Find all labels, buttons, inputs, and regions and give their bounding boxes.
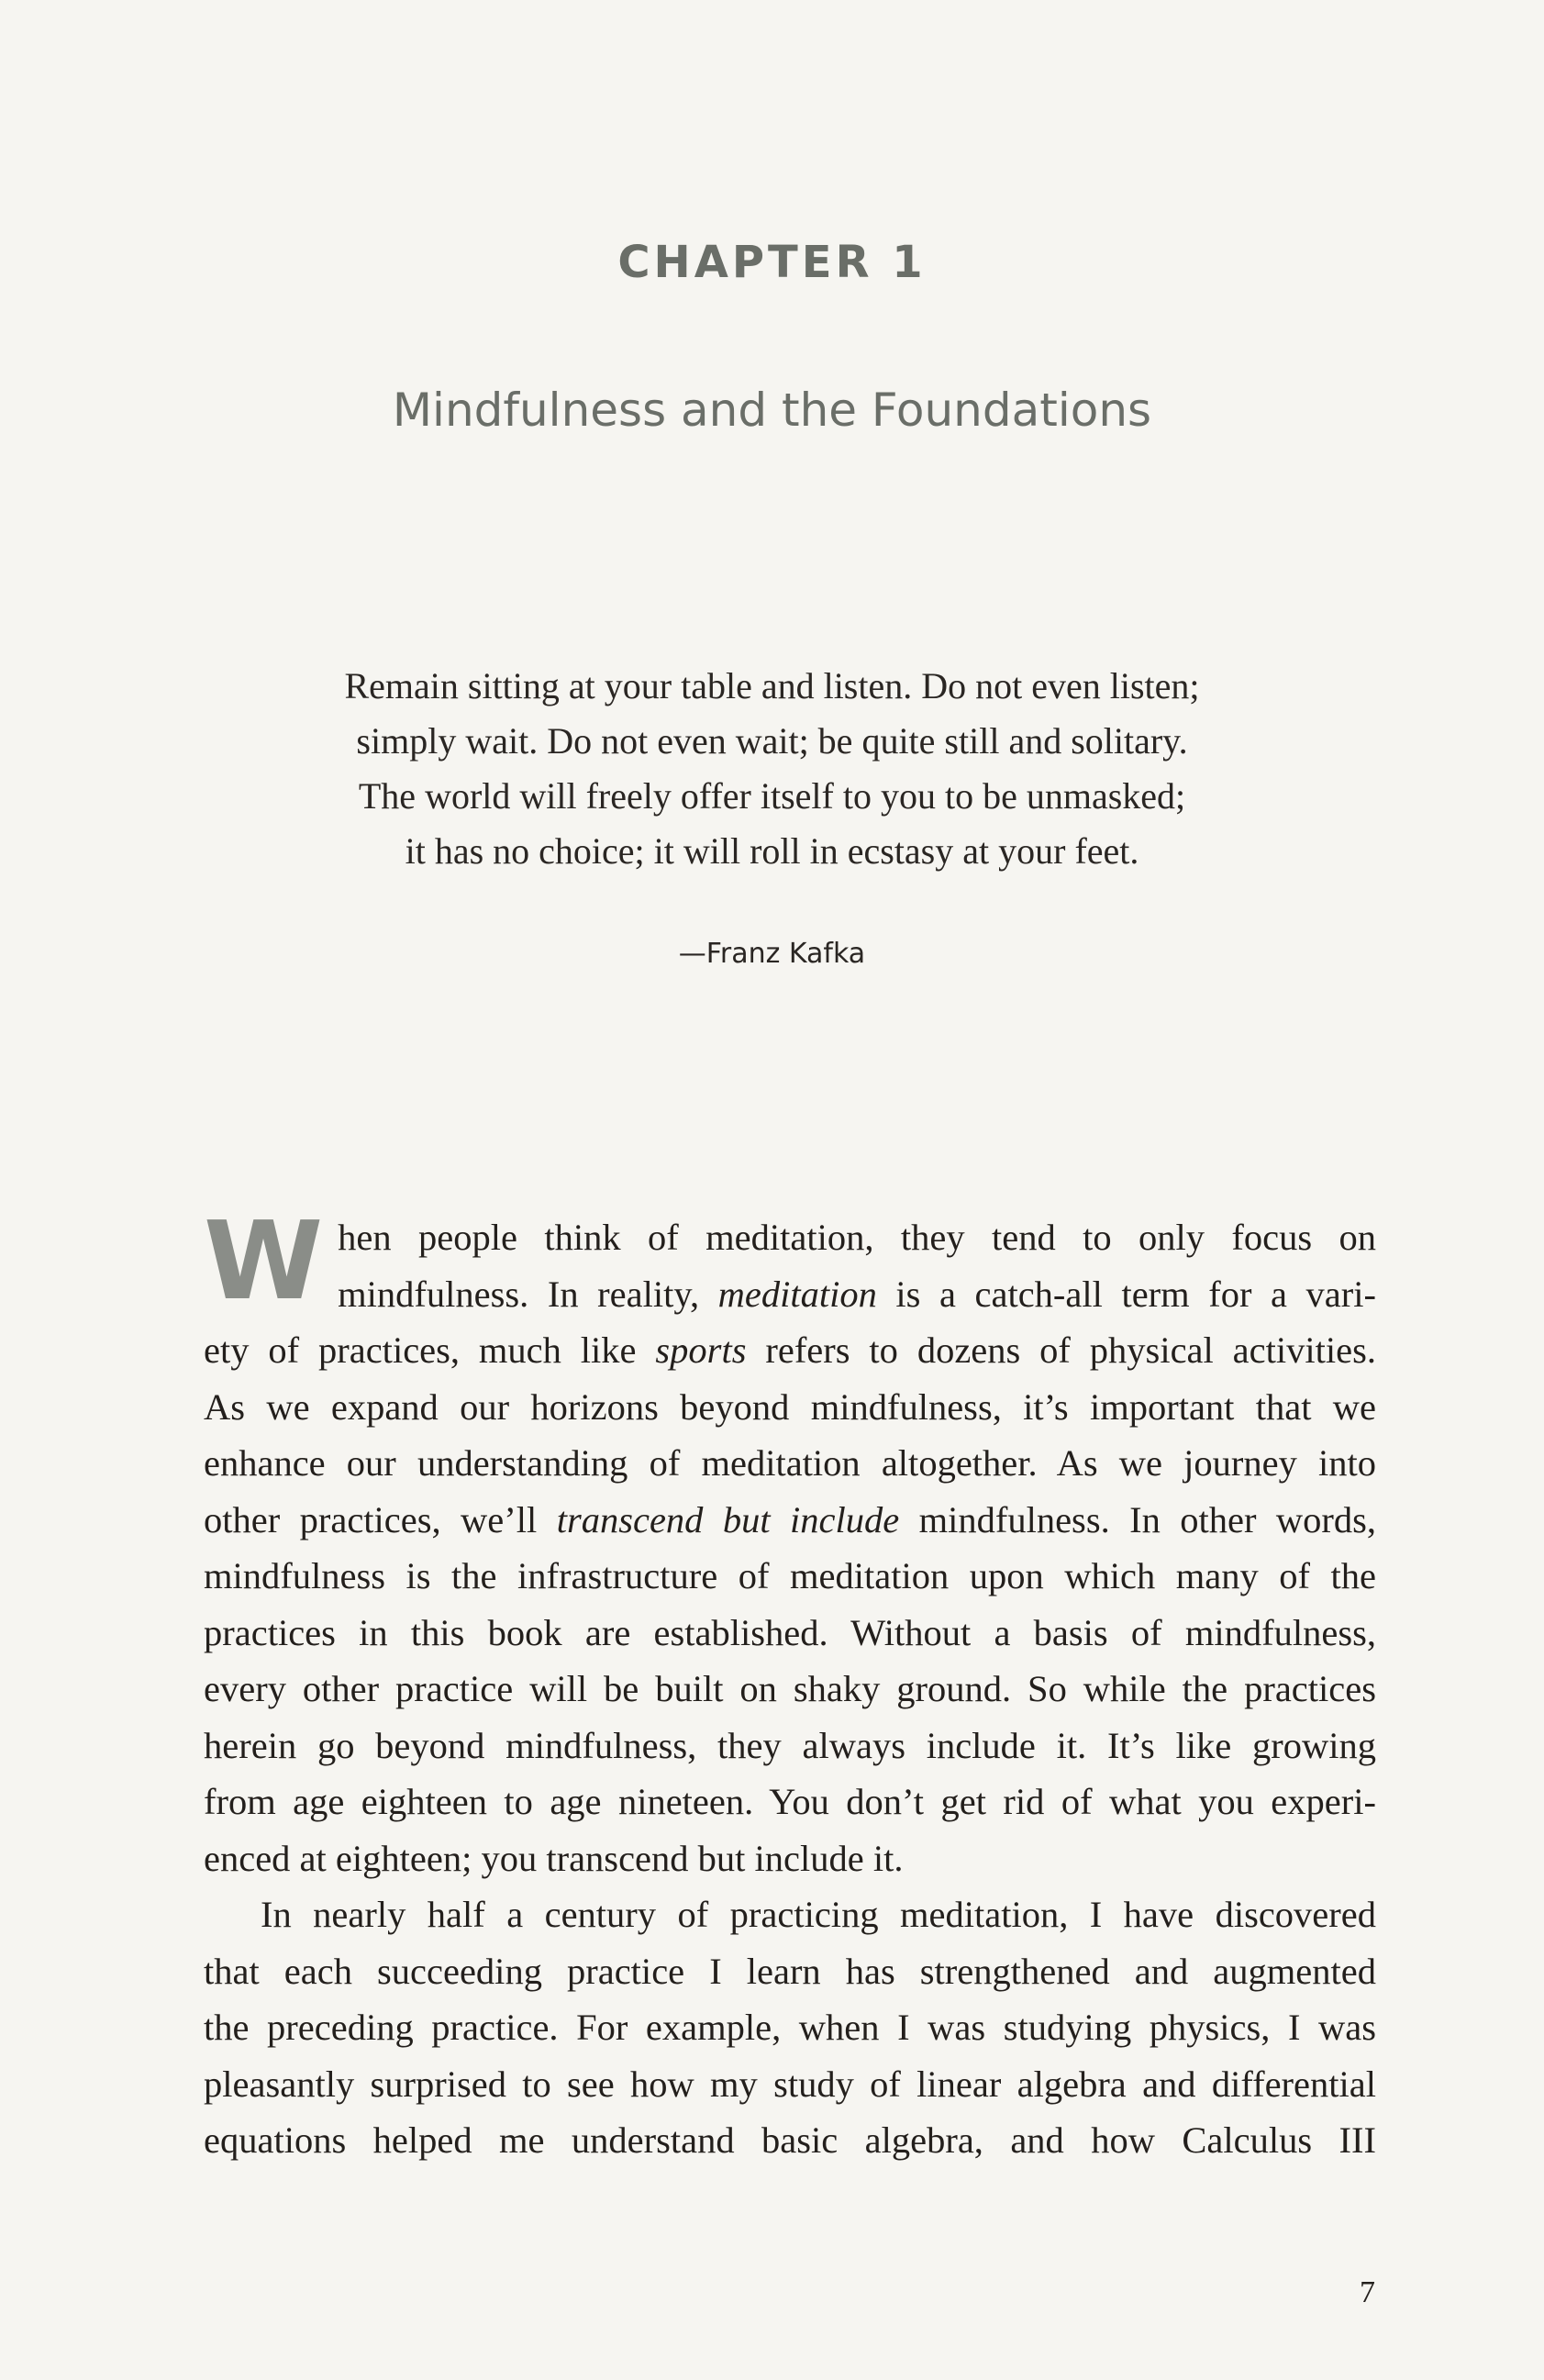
text-line xyxy=(204,1322,1376,1379)
epigraph xyxy=(0,659,1544,879)
text-span: other practices, we’ll xyxy=(204,1498,557,1540)
epigraph-line: it has no choice; it will roll in ecstasy at your feet. xyxy=(405,830,1139,872)
text-line: that each succeeding practice I learn has strengthened and augmented xyxy=(204,1950,1376,1992)
italic-term: sports xyxy=(655,1329,747,1371)
body-text xyxy=(204,1197,1376,2169)
text-line: pleasantly surprised to see how my study of linear algebra and differential xyxy=(204,2063,1376,2105)
text-line: from age eighteen to age nineteen. You don’t get rid of what you experi- xyxy=(204,1781,1376,1822)
text-line: practices in this book are established. Without a basis of mindfulness, xyxy=(204,1611,1376,1653)
text-span: hen people think of meditation, they tend to only focus on xyxy=(338,1217,1376,1258)
epigraph-line: The world will freely offer itself to you to be unmasked; xyxy=(358,775,1186,817)
paragraph-1 xyxy=(204,1197,1376,1886)
text-span: ety of practices, much like xyxy=(204,1329,656,1371)
epigraph-attribution: —Franz Kafka xyxy=(678,938,866,970)
chapter-label: CHAPTER 1 xyxy=(617,237,927,288)
text-span: mindfulness. In other words, xyxy=(899,1498,1376,1540)
text-line xyxy=(204,1266,1376,1323)
page-number: 7 xyxy=(1360,2275,1375,2309)
text-line: every other practice will be built on shaky ground. So while the practices xyxy=(204,1668,1376,1709)
text-line: enced at eighteen; you transcend but include it. xyxy=(204,1837,904,1879)
chapter-title: Mindfulness and the Foundations xyxy=(392,384,1152,437)
text-line: mindfulness is the infrastructure of meditation upon which many of the xyxy=(204,1555,1376,1596)
italic-term: meditation xyxy=(717,1273,877,1315)
text-line xyxy=(204,1492,1376,1549)
paragraph-2 xyxy=(204,1886,1376,2169)
epigraph-line: simply wait. Do not even wait; be quite still and solitary. xyxy=(356,720,1188,762)
text-line: As we expand our horizons beyond mindfulness, it’s important that we xyxy=(204,1385,1376,1428)
text-line: In nearly half a century of practicing meditation, I have discovered xyxy=(261,1894,1376,1935)
text-line xyxy=(204,1209,1376,1266)
text-line: enhance our understanding of meditation altogether. As we journey into xyxy=(204,1442,1376,1484)
text-span: is a catch-all term for a vari- xyxy=(876,1273,1376,1315)
text-span: refers to dozens of physical activities. xyxy=(746,1329,1376,1371)
drop-cap: W xyxy=(204,1197,324,1324)
text-line: the preceding practice. For example, when I was studying physics, I was xyxy=(204,2007,1376,2048)
text-span: mindfulness. In reality, xyxy=(338,1273,718,1315)
text-line: herein go beyond mindfulness, they always include it. It’s like growing xyxy=(204,1724,1376,1766)
italic-term: transcend but include xyxy=(556,1498,900,1540)
text-line: equations helped me understand basic algebra, and how Calculus III xyxy=(204,2119,1376,2161)
epigraph-line: Remain sitting at your table and listen. Do not even listen; xyxy=(344,665,1200,706)
